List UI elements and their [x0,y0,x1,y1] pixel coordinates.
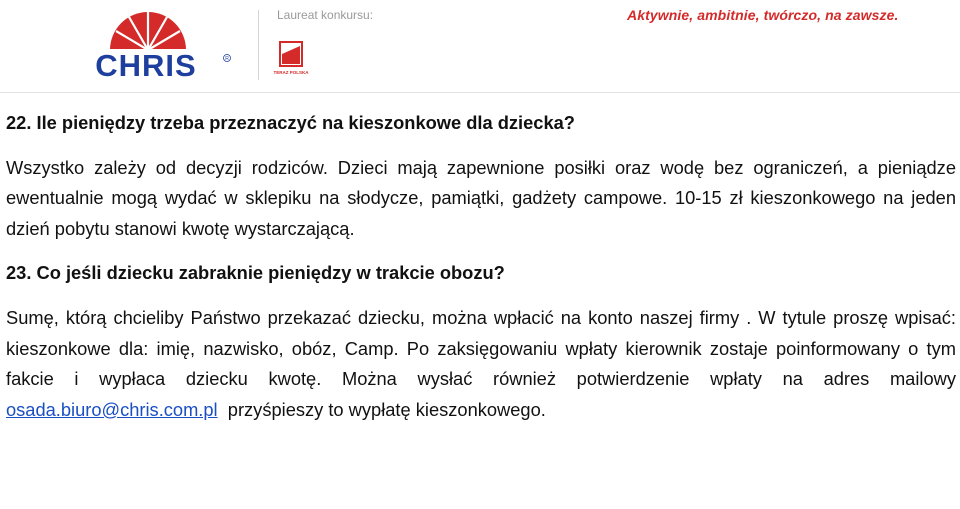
email-link[interactable]: osada.biuro@chris.com.pl [6,398,218,420]
chris-logo [58,6,238,83]
question-22: 22. Ile pieniędzy trzeba przeznaczyć na kieszonkowe dla dziecka? [6,112,575,133]
header-rule [0,92,960,93]
svg-text:TERAZ POLSKA: TERAZ POLSKA [273,70,309,75]
answer-23-text: Sumę, którą chcieliby Państwo przekazać dziecku, można wpłacić na konto naszej firmy . W tytule proszę wpisać: kieszonkowe dla: imię, nazwisko, obóz, Camp. Po zaksięgowaniu wpłaty kierownik zostaje poinformowany o tym fakcie i wypłaca dziecku kwotę. Można wysłać również potwierdzenie wpłaty na adres mailowy [6,306,956,390]
page-header [0,0,960,92]
slogan: Aktywnie, ambitnie, twórczo, na zawsze. [627,7,899,23]
laureat-label: Laureat konkursu: [277,8,374,22]
header-divider [258,10,259,80]
teraz-polska-emblem [273,40,309,78]
answer-23 [6,303,956,425]
chris-wordmark: CHRIS [95,48,197,83]
question-23: 23. Co jeśli dziecku zabraknie pieniędzy w trakcie obozu? [6,262,505,284]
answer-23-tail: przyśpieszy to wypłatę kieszonkowego. [217,398,546,420]
faq-content [6,108,956,425]
svg-text:R: R [225,56,229,62]
answer-22: Wszystko zależy od decyzji rodziców. Dzieci mają zapewnione posiłki oraz wodę bez ograniczeń, a pieniądze ewentualnie mogą wydać w sklepiku na słodycze, pamiątki, gadżety campowe. 10-15 zł kieszonkowego na jeden dzień pobytu stanowi kwotę wystarczającą. [6,156,956,239]
